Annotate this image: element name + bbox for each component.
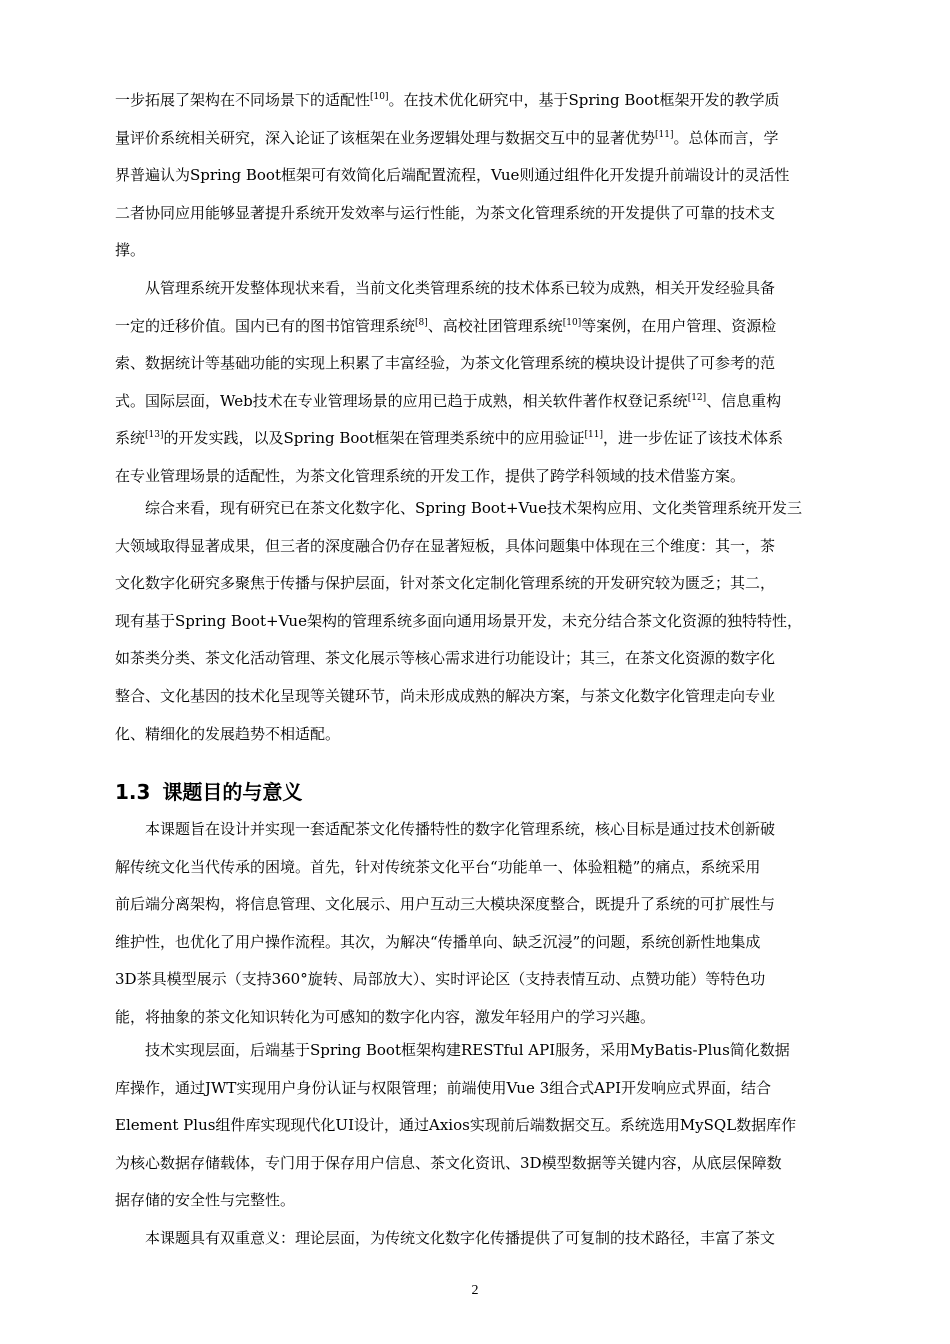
text-line [115,565,860,603]
text-run: 能，将抽象的茶文化知识转化为可感知的数字化内容，激发年轻用户的学习兴趣。 [115,1007,656,1026]
citation-mark: [10] [562,317,582,328]
text-line [115,678,860,716]
page-number: 2 [471,1283,479,1298]
text-line [115,716,860,754]
text-line [115,1032,860,1070]
text-run: 前后端分离架构，将信息管理、文化展示、用户互动三大模块深度整合，既提升了系统的可扩展性与 [115,895,776,914]
text-run: 据存储的安全性与完整性。 [115,1191,296,1210]
citation-mark: [11] [655,129,674,140]
text-run: 综合来看，现有研究已在茶文化数字化、Spring Boot+Vue技术架构应用、文化类管理系统开发三 [115,499,802,517]
text-line [115,195,860,233]
text-line [115,383,860,421]
body-paragraph [115,1032,860,1220]
citation-mark: [10] [370,92,389,102]
text-run: 二者协同应用能够显著提升系统开发效率与运行性能，为茶文化管理系统的开发提供了可靠的技术支 [115,203,776,222]
text-line [115,345,860,383]
text-run: 索、数据统计等基础功能的实现上积累了丰富经验，为茶文化管理系统的模块设计提供了可参考的范 [115,354,776,373]
text-run: 、信息重构 [706,391,782,410]
text-line [115,924,860,962]
text-run: 整合、文化基因的技术化呈现等关键环节，尚未形成成熟的解决方案，与茶文化数字化管理走向专业 [115,686,776,705]
text-run: 维护性，也优化了用户操作流程。其次，为解决“传播单向、缺乏沉浸”的问题，系统创新性地集成 [115,932,761,951]
body-paragraph [115,270,860,496]
text-line [115,1070,860,1108]
text-run: 系统 [115,429,146,448]
text-line [115,1145,860,1183]
text-line [115,1107,860,1145]
text-run: 等案例，在用户管理、资源检 [581,316,777,335]
text-run: 3D茶具模型展示（支持360°旋转、局部放大）、实时评论区（支持表情互动、点赞功能）等特色功 [115,970,766,989]
text-line [115,528,860,566]
text-line [115,82,860,120]
text-run: 、高校社团管理系统 [427,316,563,335]
body-paragraph [115,811,860,1037]
text-run: 从管理系统开发整体现状来看，当前文化类管理系统的技术体系已较为成熟，相关开发经验具备 [115,279,776,297]
text-run: 界普遍认为Spring Boot框架可有效简化后端配置流程，Vue则通过组件化开发提升前端设计的灵活性 [115,166,790,185]
text-line [115,849,860,887]
text-run: 一步拓展了架构在不同场景下的适配性 [115,91,371,109]
text-run: Element Plus组件库实现现代化UI设计，通过Axios实现前后端数据交互。系统选用MySQL数据库作 [115,1116,797,1135]
section-title: 课题目的与意义 [162,780,303,804]
text-run: 在专业管理场景的适配性，为茶文化管理系统的开发工作，提供了跨学科领域的技术借鉴方案。 [115,466,746,485]
text-line [115,811,860,849]
section-number: 1.3 [115,780,151,804]
text-line [115,886,860,924]
text-line [115,1220,860,1258]
text-run: 解传统文化当代传承的困境。首先，针对传统茶文化平台“功能单一、体验粗糙”的痛点，系统采用 [115,857,761,876]
citation-mark: [13] [145,430,164,441]
text-run: 一定的迁移价值。国内已有的图书馆管理系统 [115,316,416,335]
text-run: 文化数字化研究多聚焦于传播与保护层面，针对茶文化定制化管理系统的开发研究较为匮乏；其二， [115,574,776,593]
text-run: 式。国际层面，Web技术在专业管理场景的应用已趋于成熟，相关软件著作权登记系统 [115,391,688,410]
text-line [115,308,860,346]
body-paragraph [115,1220,860,1258]
text-run: 技术实现层面，后端基于Spring Boot框架构建RESTful API服务，采用MyBatis-Plus简化数据 [115,1041,790,1059]
body-paragraph [115,82,860,270]
text-line [115,603,860,641]
text-run: 的开发实践，以及Spring Boot框架在管理类系统中的应用验证 [163,429,585,448]
section-heading [115,772,302,812]
text-run: 如茶类分类、茶文化活动管理、茶文化展示等核心需求进行功能设计；其三，在茶文化资源的数字化 [115,649,776,668]
text-line [115,490,860,528]
text-run: 量评价系统相关研究，深入论证了该框架在业务逻辑处理与数据交互中的显著优势 [115,128,656,147]
text-run: 。总体而言，学 [673,128,779,147]
text-line [115,270,860,308]
text-line [115,420,860,458]
text-line [115,232,860,270]
text-run: ，进一步佐证了该技术体系 [602,429,783,448]
text-line [115,1182,860,1220]
citation-mark: [8] [415,317,428,328]
text-line [115,157,860,195]
citation-mark: [12] [687,392,707,403]
citation-mark: [11] [584,430,603,441]
text-line [115,640,860,678]
text-run: 库操作，通过JWT实现用户身份认证与权限管理；前端使用Vue 3组合式API开发响应式界面，结合 [115,1078,772,1097]
text-run: 为核心数据存储载体，专门用于保存用户信息、茶文化资讯、3D模型数据等关键内容，从底层保障数 [115,1153,782,1172]
text-run: 现有基于Spring Boot+Vue架构的管理系统多面向通用场景开发，未充分结合茶文化资源的独特特性， [115,611,802,630]
text-line [115,999,860,1037]
text-run: 撑。 [115,241,146,260]
text-line [115,120,860,158]
text-line [115,961,860,999]
body-paragraph [115,490,860,753]
text-run: 本课题具有双重意义：理论层面，为传统文化数字化传播提供了可复制的技术路径，丰富了茶文 [115,1229,776,1247]
text-run: 化、精细化的发展趋势不相适配。 [115,724,341,743]
text-run: 本课题旨在设计并实现一套适配茶文化传播特性的数字化管理系统，核心目标是通过技术创新破 [115,820,776,838]
text-run: 大领域取得显著成果，但三者的深度融合仍存在显著短板，具体问题集中体现在三个维度：其一，茶 [115,536,776,555]
text-run: 。在技术优化研究中，基于Spring Boot框架开发的教学质 [388,91,780,109]
